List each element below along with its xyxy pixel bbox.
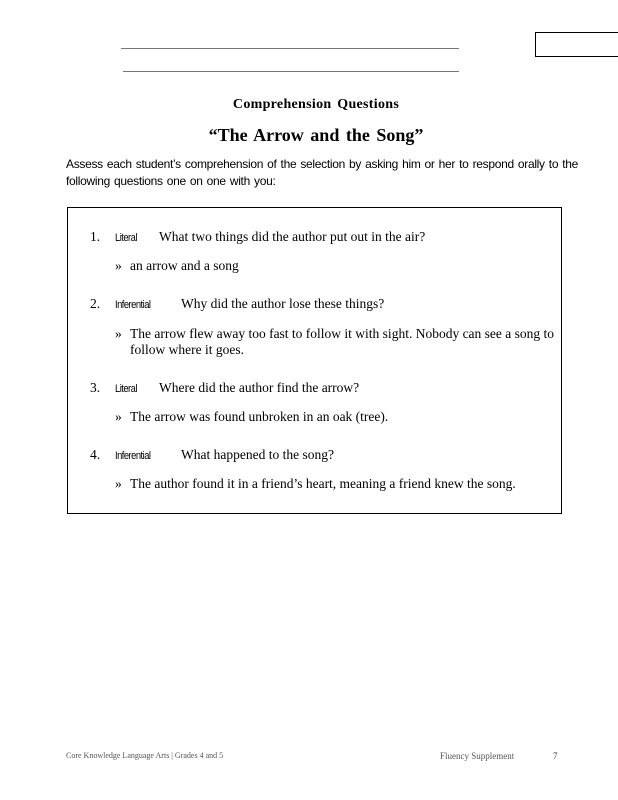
footer-section: Fluency Supplement: [440, 751, 515, 761]
answer-3: [115, 409, 555, 425]
bullet-icon: »: [115, 258, 122, 273]
answer-text: The arrow was found unbroken in an oak (tree).: [130, 409, 389, 424]
story-title: “The Arrow and the Song”: [208, 125, 424, 145]
answer-2: [115, 326, 555, 358]
question-type: Literal: [115, 383, 137, 395]
questions-box: [67, 207, 562, 514]
bullet-icon: »: [115, 409, 122, 424]
answer-4: [115, 476, 555, 492]
page-number: 7: [553, 751, 558, 761]
name-line: [121, 48, 459, 49]
footer-source: Core Knowledge Language Arts | Grades 4 and 5: [66, 751, 224, 760]
question-1: [90, 229, 426, 246]
question-number: 1.: [90, 229, 101, 244]
question-type: Inferential: [115, 450, 151, 462]
answer-text: The arrow flew away too fast to follow it with sight. Nobody can see a song to follow where it goes.: [130, 326, 555, 357]
question-text: What happened to the song?: [181, 447, 334, 462]
question-type: Inferential: [115, 299, 151, 311]
question-2: [90, 296, 385, 313]
question-number: 4.: [90, 447, 101, 462]
question-number: 3.: [90, 380, 101, 395]
question-text: Where did the author find the arrow?: [159, 380, 360, 395]
date-line: [123, 71, 459, 72]
bullet-icon: »: [115, 326, 122, 341]
question-3: [90, 380, 360, 397]
section-heading: Comprehension Questions: [232, 97, 400, 112]
answer-1: [115, 258, 555, 274]
score-box: [535, 32, 618, 57]
question-text: What two things did the author put out in the air?: [159, 229, 426, 244]
question-text: Why did the author lose these things?: [181, 296, 385, 311]
instructions-paragraph: Assess each student’s comprehension of the selection by asking him or her to respond orally to the following questions one on one with you:: [66, 157, 579, 188]
question-type: Literal: [115, 232, 137, 244]
answer-text: an arrow and a song: [130, 258, 239, 273]
question-4: [90, 447, 334, 464]
answer-text: The author found it in a friend’s heart, meaning a friend knew the song.: [130, 476, 516, 491]
question-number: 2.: [90, 296, 101, 311]
bullet-icon: »: [115, 476, 122, 491]
